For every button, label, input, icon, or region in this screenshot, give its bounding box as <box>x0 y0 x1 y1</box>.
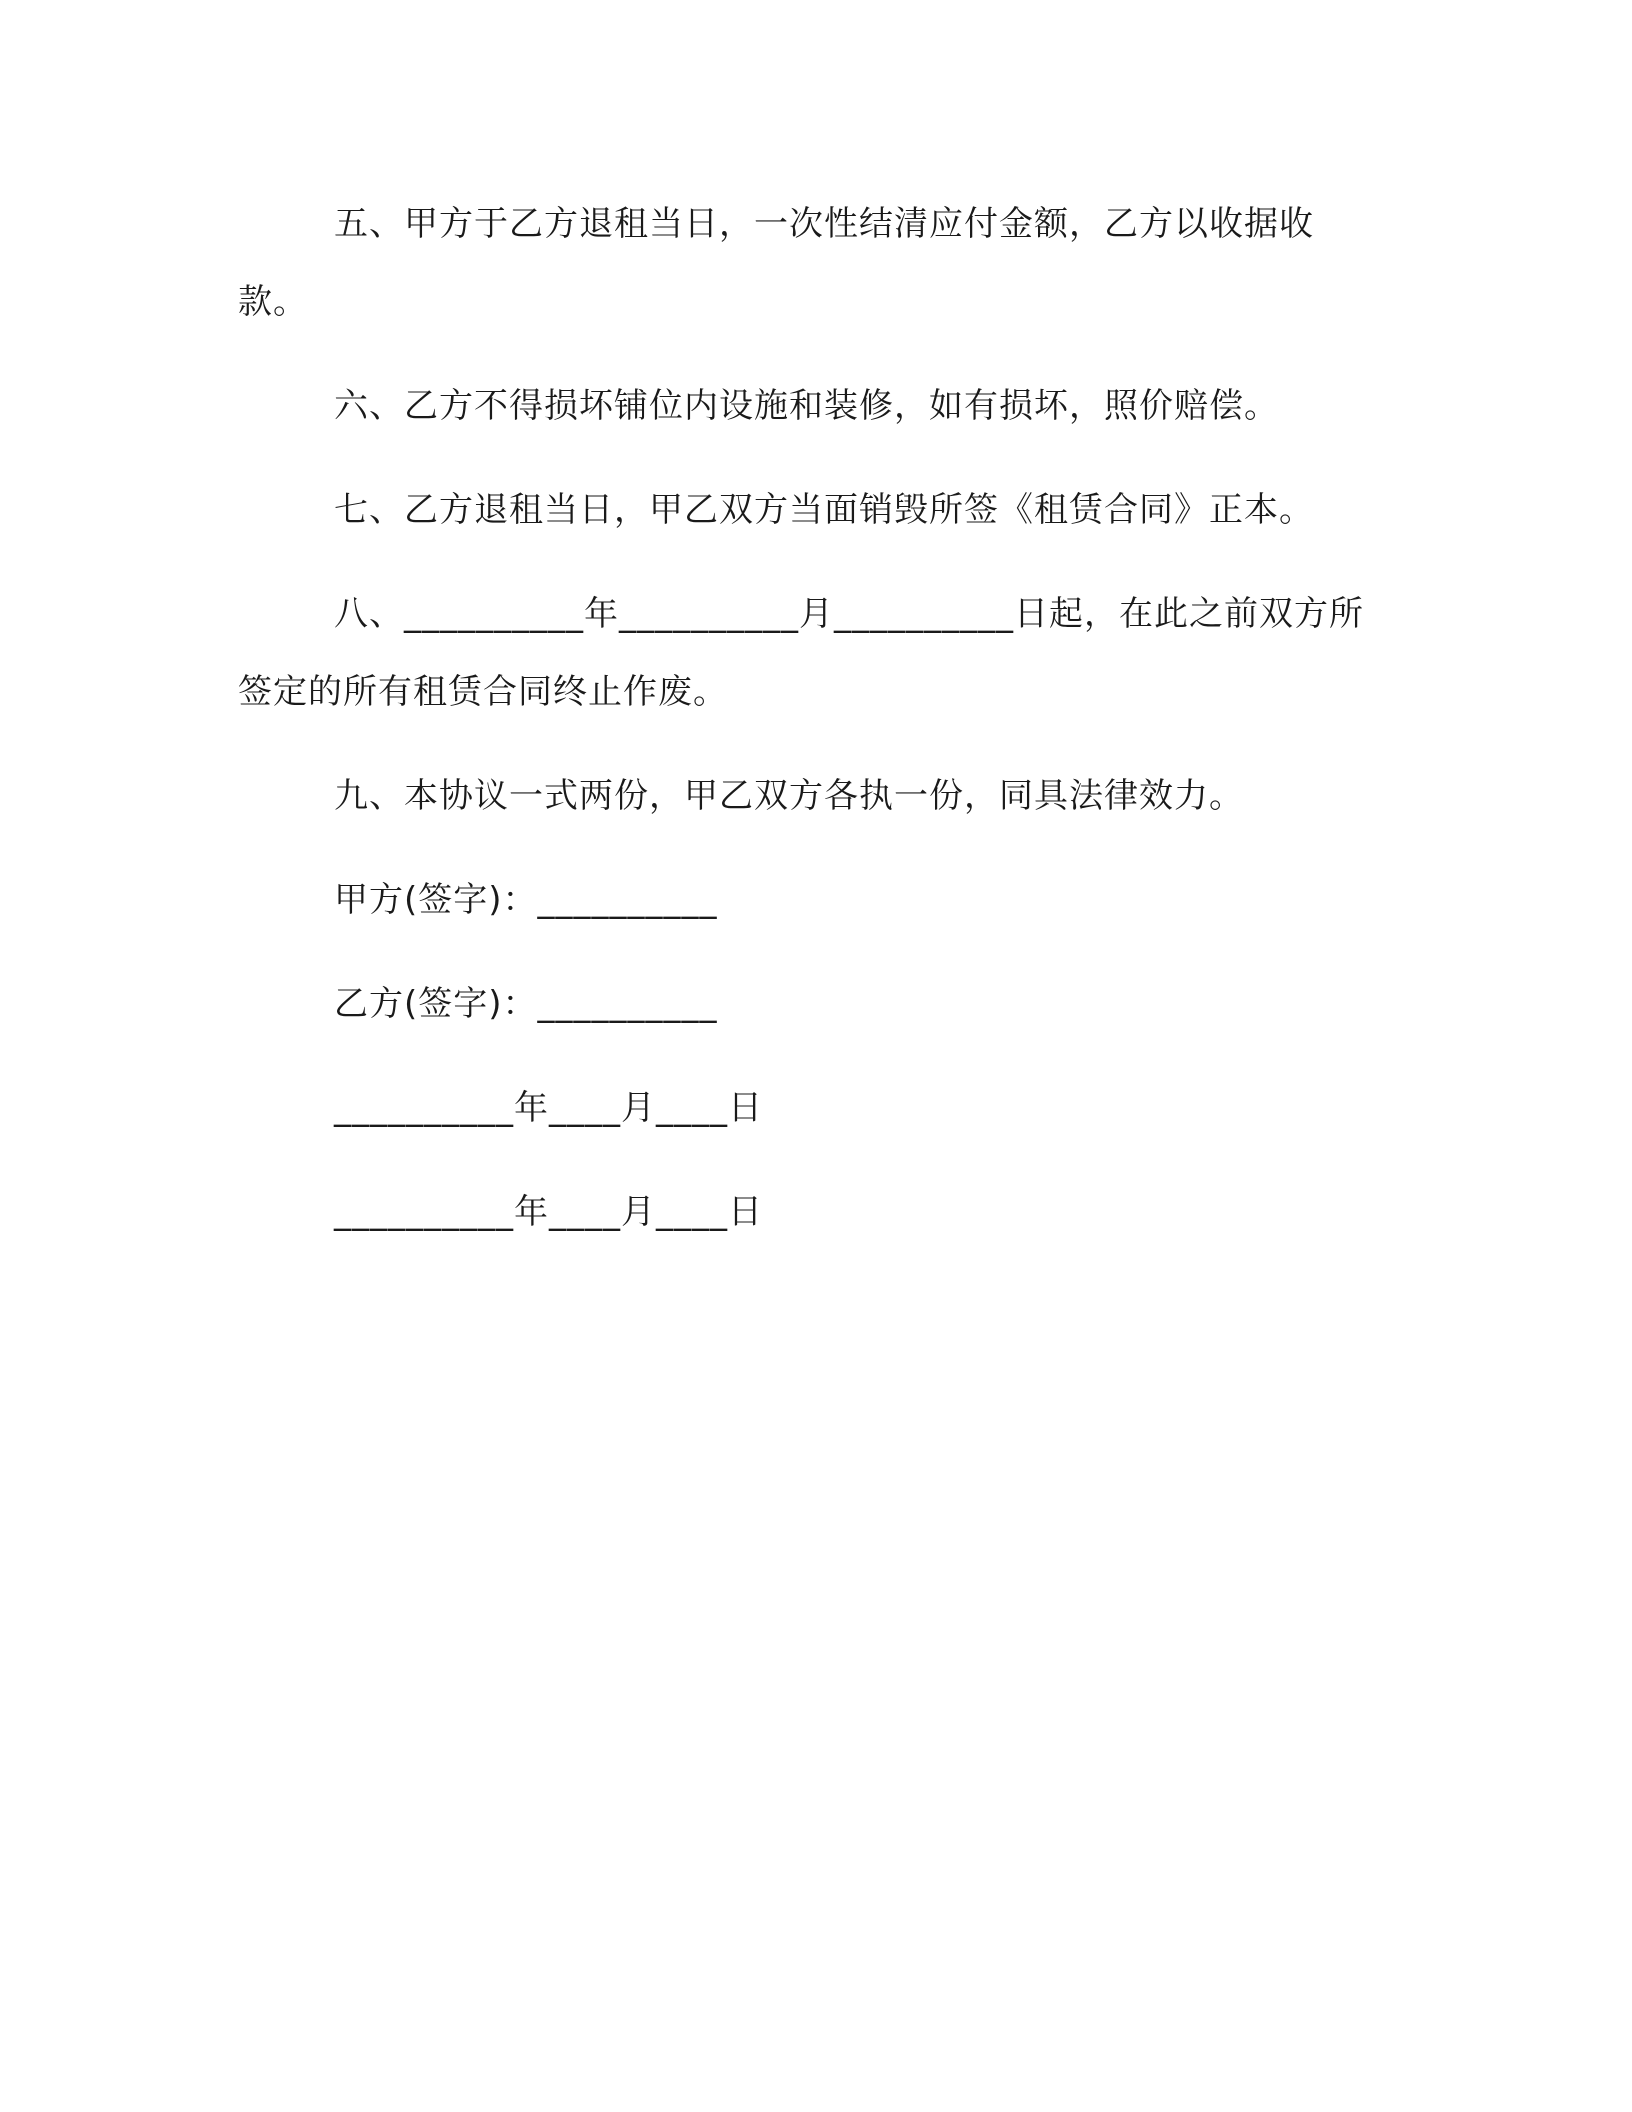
clause-7: 七、乙方退租当日，甲乙双方当面销毁所签《租赁合同》正本。 <box>334 490 1314 530</box>
clause-8: 八、__________年__________月__________日起，在此之前双方所签定的所有租赁合同终止作废。 <box>238 594 1364 712</box>
document-body <box>238 185 1378 1277</box>
signature-date-b: __________年____月____日 <box>334 1192 763 1232</box>
signature-date-a: __________年____月____日 <box>334 1088 763 1128</box>
signature-party-b: 乙方(签字)：__________ <box>334 984 718 1024</box>
signature-party-a: 甲方(签字)：__________ <box>334 880 718 920</box>
clause-9: 九、本协议一式两份，甲乙双方各执一份，同具法律效力。 <box>334 776 1244 816</box>
clause-5: 五、甲方于乙方退租当日，一次性结清应付金额，乙方以收据收款。 <box>238 204 1314 322</box>
clause-6: 六、乙方不得损坏铺位内设施和装修，如有损坏，照价赔偿。 <box>334 386 1279 426</box>
